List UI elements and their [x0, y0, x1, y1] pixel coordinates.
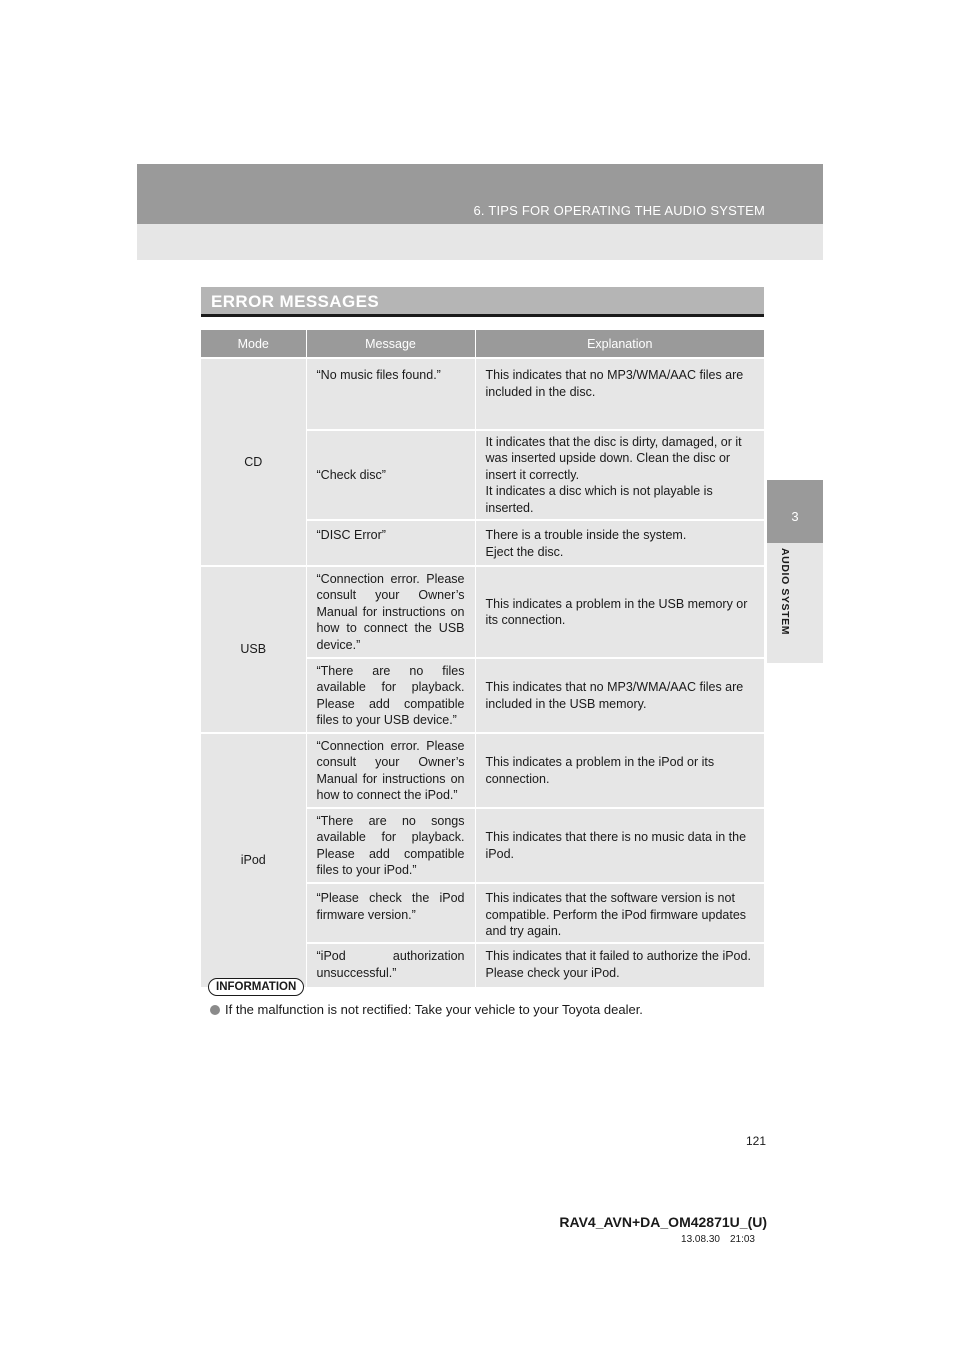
table-row — [201, 733, 764, 808]
column-header-explanation: Explanation — [475, 330, 764, 358]
explanation-line: It indicates that the disc is dirty, damaged, or it was inserted upside down. Clean the disc or insert it correctly. — [485, 434, 742, 482]
explanation-cell: This indicates that there is no music data in the iPod. — [475, 808, 764, 883]
message-cell: “DISC Error” — [306, 520, 475, 566]
explanation-cell: This indicates that no MP3/WMA/AAC files are included in the disc. — [475, 358, 764, 430]
explanation-cell: This indicates that it failed to authorize the iPod. Please check your iPod. — [475, 943, 764, 987]
bullet-icon — [210, 1005, 220, 1015]
column-header-mode: Mode — [201, 330, 306, 358]
information-text: If the malfunction is not rectified: Take your vehicle to your Toyota dealer. — [225, 1002, 643, 1017]
message-cell: “No music files found.” — [306, 358, 475, 430]
table-header-row — [201, 330, 764, 358]
explanation-cell: This indicates a problem in the USB memory or its connection. — [475, 566, 764, 658]
document-time: 21:03 — [729, 1234, 755, 1245]
mode-cell-cd: CD — [201, 358, 306, 566]
explanation-line: It indicates a disc which is not playable is inserted. — [485, 484, 713, 515]
chapter-header — [137, 164, 823, 260]
information-note — [210, 1002, 643, 1017]
document-code: RAV4_AVN+DA_OM42871U_(U) — [559, 1214, 767, 1230]
explanation-line: There is a trouble inside the system. — [485, 528, 687, 542]
page-number: 121 — [745, 1134, 766, 1148]
document-timestamp — [681, 1234, 755, 1245]
document-date: 13.08.30 — [681, 1234, 720, 1245]
message-cell: “iPod authorization unsuccessful.” — [306, 943, 475, 987]
information-badge: INFORMATION — [208, 978, 304, 996]
column-header-message: Message — [306, 330, 475, 358]
chapter-header-bar — [137, 164, 823, 224]
explanation-cell — [475, 520, 764, 566]
explanation-cell: This indicates a problem in the iPod or its connection. — [475, 733, 764, 808]
explanation-cell: This indicates that the software version is not compatible. Perform the iPod firmware updates and try again. — [475, 883, 764, 943]
chapter-title: 6. TIPS FOR OPERATING THE AUDIO SYSTEM — [473, 203, 765, 218]
side-tab-label-area — [767, 543, 823, 663]
mode-cell-ipod: iPod — [201, 733, 306, 987]
section-heading-text: ERROR MESSAGES — [211, 292, 380, 311]
explanation-line: Eject the disc. — [485, 544, 564, 559]
explanation-cell: This indicates that no MP3/WMA/AAC files are included in the USB memory. — [475, 658, 764, 733]
message-cell: “There are no files available for playback. Please add compatible files to your USB device.” — [306, 658, 475, 733]
table-row — [201, 358, 764, 430]
side-tab — [767, 480, 823, 543]
error-messages-table — [201, 330, 764, 987]
message-cell: “Check disc” — [306, 430, 475, 520]
message-cell: “Please check the iPod firmware version.” — [306, 883, 475, 943]
message-cell: “Connection error. Please consult your Owner’s Manual for instructions on how to connect the iPod.” — [306, 733, 475, 808]
side-tab-label: AUDIO SYSTEM — [779, 548, 791, 636]
message-cell: “There are no songs available for playback. Please add compatible files to your iPod.” — [306, 808, 475, 883]
side-tab-number: 3 — [791, 509, 799, 524]
section-heading — [201, 287, 764, 317]
table-row — [201, 566, 764, 658]
mode-cell-usb: USB — [201, 566, 306, 733]
message-cell: “Connection error. Please consult your Owner’s Manual for instructions on how to connect the USB device.” — [306, 566, 475, 658]
explanation-cell — [475, 430, 764, 520]
